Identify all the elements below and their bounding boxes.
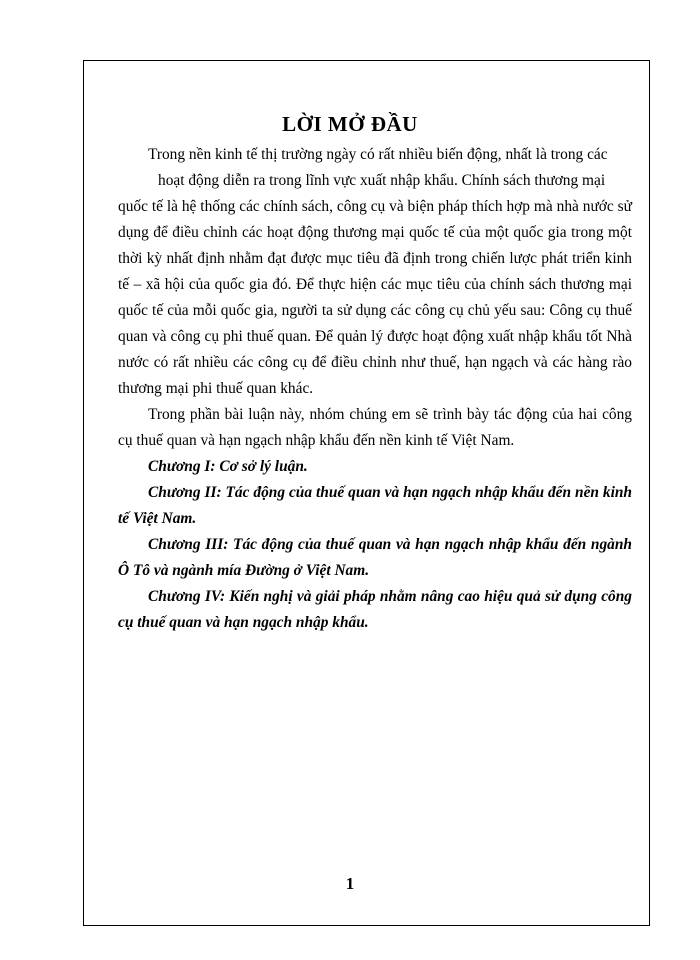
chapter-4-line-1: Chương IV: Kiến nghị và giải pháp nhằm nâng cao hiệu quả sử dụng công	[148, 588, 632, 605]
chapter-3-line-1: Chương III: Tác động của thuế quan và hạn ngạch nhập khẩu đến ngành	[148, 536, 632, 553]
paragraph-1-line-8: quan và công cụ phi thuế quan. Để quản lý được hoạt động xuất nhập khẩu tốt Nhà	[118, 328, 632, 345]
paragraph-1-line-5: thời kỳ nhất định nhằm đạt được mục tiêu đã định trong chiến lược phát triển kinh	[118, 250, 632, 267]
paragraph-1-line-1: Trong nền kinh tế thị trường ngày có rất nhiều biến động, nhất là trong các	[148, 146, 608, 163]
paragraph-1-line-6: tế – xã hội của quốc gia đó. Để thực hiện các mục tiêu của chính sách thương mại	[118, 276, 632, 293]
chapter-2-line-2: tế Việt Nam.	[118, 510, 197, 527]
chapter-4-line-2: cụ thuế quan và hạn ngạch nhập khẩu.	[118, 614, 369, 631]
paragraph-2-line-1: Trong phần bài luận này, nhóm chúng em sẽ trình bày tác động của hai công	[148, 406, 632, 423]
paragraph-1-line-7: quốc tế của mỗi quốc gia, người ta sử dụng các công cụ chủ yếu sau: Công cụ thuế	[118, 302, 632, 319]
chapter-2-line-1: Chương II: Tác động của thuế quan và hạn ngạch nhập khẩu đến nền kinh	[148, 484, 632, 501]
paragraph-2-line-2: cụ thuế quan và hạn ngạch nhập khẩu đến nền kinh tế Việt Nam.	[118, 432, 515, 449]
paragraph-1-line-2: hoạt động diễn ra trong lĩnh vực xuất nhập khẩu. Chính sách thương mại	[158, 172, 606, 189]
page-title: LỜI MỞ ĐẦU	[282, 112, 418, 136]
chapter-3-line-2: Ô Tô và ngành mía Đường ở Việt Nam.	[118, 562, 370, 579]
chapter-1: Chương I: Cơ sở lý luận.	[148, 458, 308, 475]
paragraph-1-line-4: dụng để điều chỉnh các hoạt động thương mại quốc tế của một quốc gia trong một	[118, 224, 632, 241]
paragraph-1-line-10: thương mại phi thuế quan khác.	[118, 380, 314, 397]
paragraph-1-line-3: quốc tế là hệ thống các chính sách, công cụ và biện pháp thích hợp mà nhà nước sử	[118, 198, 632, 215]
paragraph-1-line-9: nước có rất nhiều các công cụ để điều chỉnh như thuế, hạn ngạch và các hàng rào	[118, 354, 632, 371]
page-number: 1	[345, 874, 355, 893]
